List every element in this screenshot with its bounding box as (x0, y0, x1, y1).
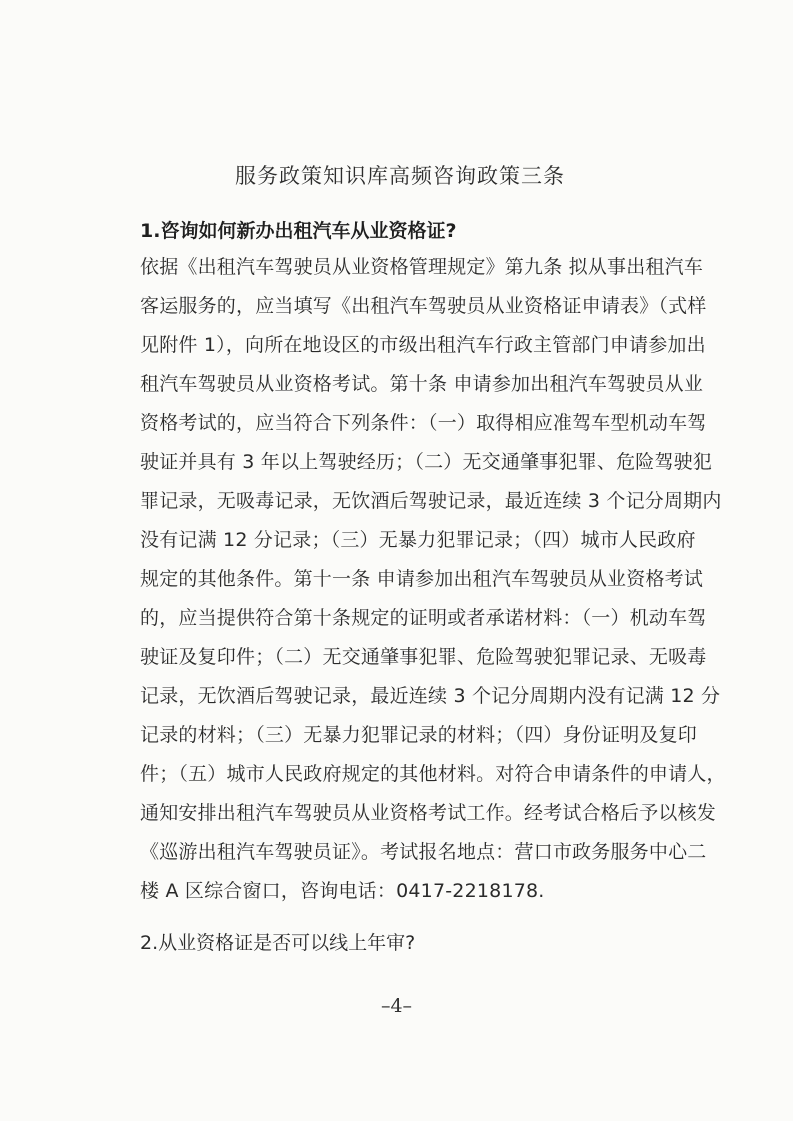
answer-line: 罪记录，无吸毒记录，无饮酒后驾驶记录，最近连续 3 个记分周期内 (140, 490, 722, 512)
answer-line: 通知安排出租汽车驾驶员从业资格考试工作。经考试合格后予以核发 (140, 802, 717, 824)
answer-line: 记录的材料；（三）无暴力犯罪记录的材料；（四）身份证明及复印 (140, 724, 698, 746)
answer-line: 依据《出租汽车驾驶员从业资格管理规定》第九条 拟从事出租汽车 (140, 256, 704, 278)
answer-line: 记录，无饮酒后驾驶记录，最近连续 3 个记分周期内没有记满 12 分 (140, 685, 721, 707)
page-number: –4– (380, 995, 413, 1017)
question-2-heading: 2.从业资格证是否可以线上年审? (140, 932, 416, 954)
answer-1-paragraph (140, 248, 726, 911)
answer-line: 租汽车驾驶员从业资格考试。第十条 申请参加出租汽车驾驶员从业 (140, 373, 704, 395)
answer-line: 驶证及复印件；（二）无交通肇事犯罪、危险驾驶犯罪记录、无吸毒 (140, 646, 707, 668)
answer-line: 驶证并具有 3 年以上驾驶经历；（二）无交通肇事犯罪、危险驾驶犯 (140, 451, 713, 473)
page-title: 服务政策知识库高频咨询政策三条 (235, 164, 565, 188)
answer-line: 《巡游出租汽车驾驶员证》。考试报名地点：营口市政务服务中心二 (140, 841, 707, 863)
answer-line: 见附件 1），向所在地设区的市级出租汽车行政主管部门申请参加出 (140, 334, 706, 356)
question-1-heading: 1.咨询如何新办出租汽车从业资格证? (140, 220, 457, 242)
answer-line: 件；（五）城市人民政府规定的其他材料。对符合申请条件的申请人， (140, 763, 726, 785)
answer-line: 的，应当提供符合第十条规定的证明或者承诺材料：（一）机动车驾 (140, 607, 707, 629)
answer-line: 规定的其他条件。第十一条 申请参加出租汽车驾驶员从业资格考试 (140, 568, 704, 590)
answer-line: 没有记满 12 分记录；（三）无暴力犯罪记录；（四）城市人民政府 (140, 529, 696, 551)
answer-line: 资格考试的，应当符合下列条件：（一）取得相应准驾车型机动车驾 (140, 412, 707, 434)
answer-line: 楼 A 区综合窗口，咨询电话：0417-2218178. (140, 880, 545, 902)
answer-line: 客运服务的，应当填写《出租汽车驾驶员从业资格证申请表》（式样 (140, 295, 707, 317)
